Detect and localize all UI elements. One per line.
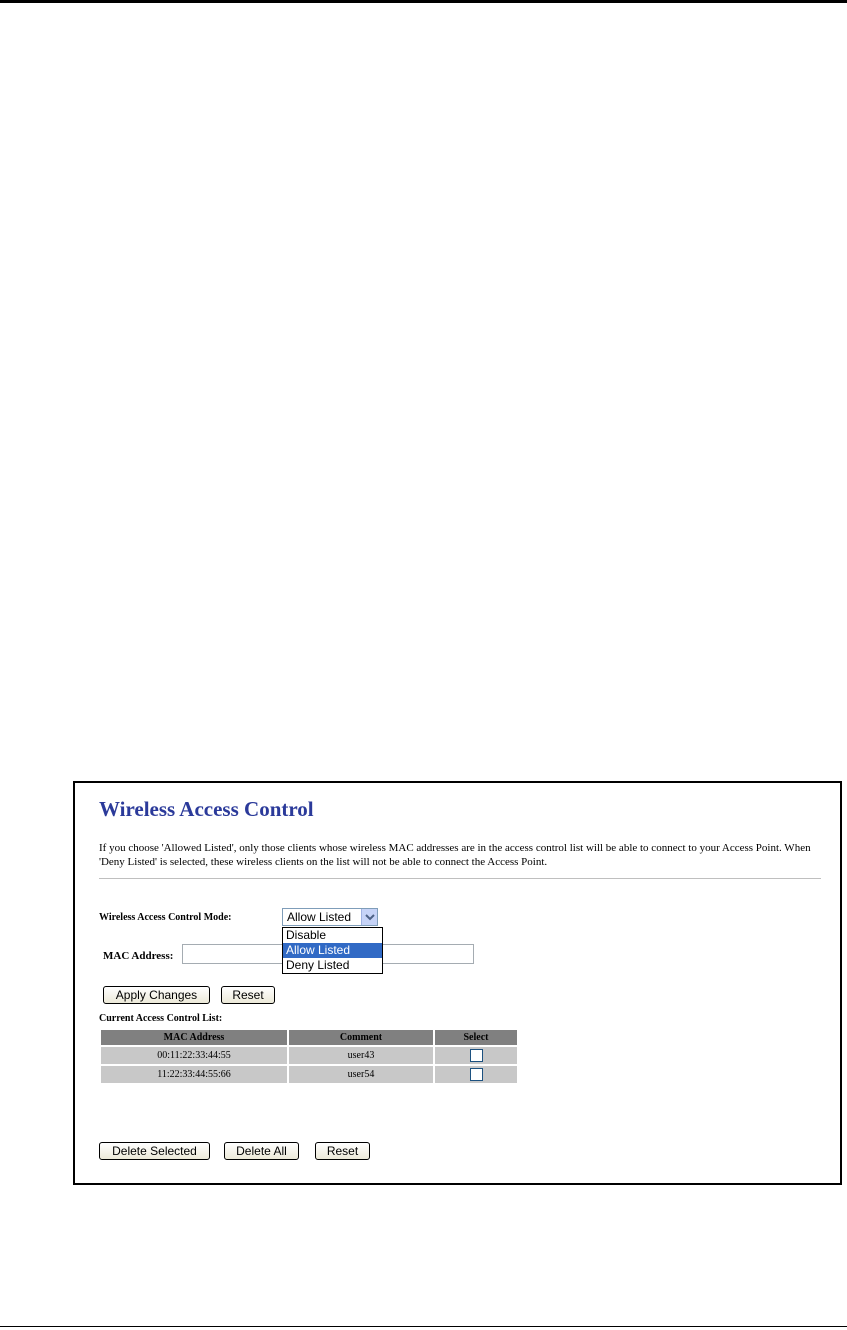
- header-select: Select: [435, 1030, 517, 1045]
- delete-selected-button[interactable]: Delete Selected: [99, 1142, 210, 1160]
- row-mac-address: 11:22:33:44:55:66: [101, 1066, 287, 1083]
- row-comment: user43: [289, 1047, 433, 1064]
- mode-option-deny-listed[interactable]: Deny Listed: [286, 958, 350, 972]
- mode-select-value: Allow Listed: [287, 910, 352, 924]
- row-select-cell: [435, 1047, 517, 1064]
- row-mac-address: 00:11:22:33:44:55: [101, 1047, 287, 1064]
- mode-option-disable[interactable]: Disable: [286, 928, 327, 942]
- header-comment: Comment: [289, 1030, 433, 1045]
- list-reset-button[interactable]: Reset: [315, 1142, 370, 1160]
- page-title: Wireless Access Control: [99, 797, 314, 821]
- screenshot-frame: [73, 781, 842, 1185]
- chevron-down-icon[interactable]: [361, 909, 377, 925]
- chevron-down-icon-glyph: [365, 913, 375, 921]
- delete-all-button[interactable]: Delete All: [224, 1142, 299, 1160]
- row-comment: user54: [289, 1066, 433, 1083]
- mode-option-allow-listed[interactable]: Allow Listed: [283, 943, 382, 958]
- access-control-mode-label: Wireless Access Control Mode:: [99, 912, 232, 923]
- page-description: If you choose 'Allowed Listed', only those clients whose wireless MAC addresses are in the access control list will be able to connect to your Access Point. When 'Deny Listed' is selected, these wireless clients on the list will not be able to connect the Access Point.: [99, 842, 811, 868]
- row-select-checkbox[interactable]: [470, 1068, 483, 1081]
- access-control-mode-options: [282, 927, 383, 974]
- table-row: [101, 1066, 517, 1083]
- access-control-list-label: Current Access Control List:: [99, 1013, 223, 1024]
- row-select-checkbox[interactable]: [470, 1049, 483, 1062]
- table-row: [101, 1047, 517, 1064]
- bottom-rule: [0, 1326, 847, 1327]
- top-rule: [0, 0, 847, 3]
- mac-address-label: MAC Address:: [103, 950, 174, 962]
- row-select-cell: [435, 1066, 517, 1083]
- access-control-mode-select[interactable]: [282, 908, 378, 926]
- header-mac-address: MAC Address: [101, 1030, 287, 1045]
- apply-changes-button[interactable]: Apply Changes: [103, 986, 210, 1004]
- divider: [99, 878, 821, 879]
- access-control-table: [99, 1028, 519, 1085]
- table-header-row: [101, 1030, 517, 1045]
- form-reset-button[interactable]: Reset: [221, 986, 275, 1004]
